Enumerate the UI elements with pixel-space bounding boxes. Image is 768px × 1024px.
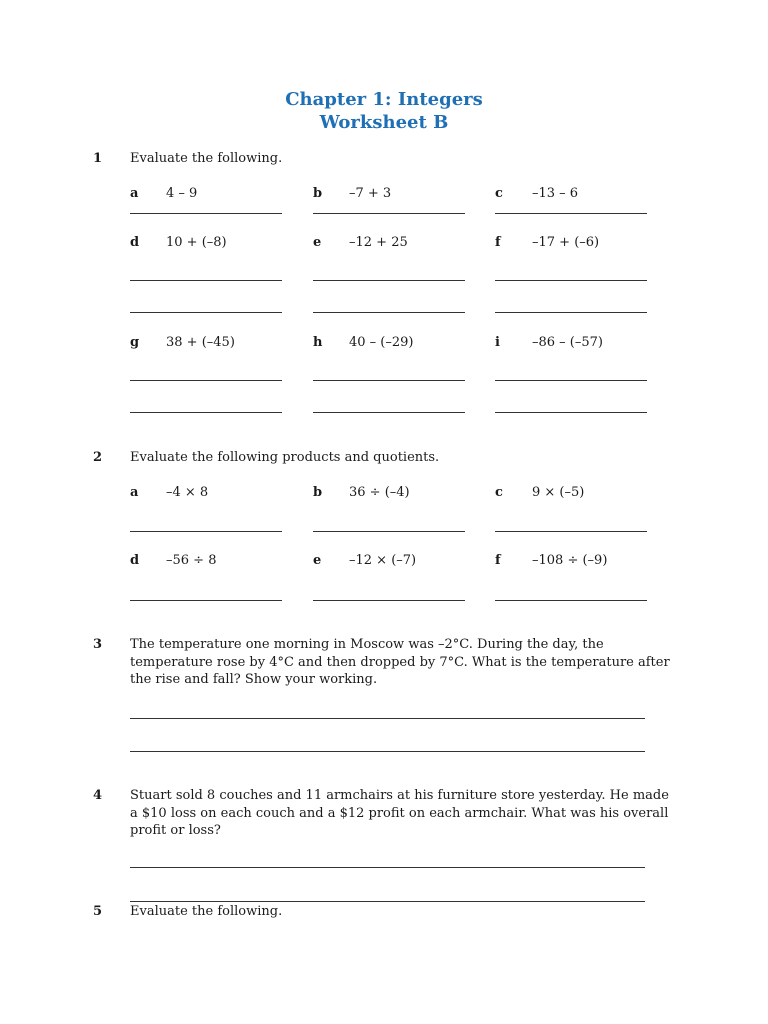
q2-item-e-letter: e [313,553,322,568]
q2-e-answer-line[interactable] [313,600,465,601]
q1-item-f-letter: f [495,235,501,250]
q1-f-answer-line-1[interactable] [495,280,647,281]
q2-item-c-letter: c [495,485,503,500]
q1-item-b-expression: –7 + 3 [349,186,392,201]
q1-item-e-expression: –12 + 25 [349,235,408,250]
q1-item-a-expression: 4 – 9 [166,186,198,201]
q2-item-b-letter: b [313,485,323,500]
question-5-prompt: Evaluate the following. [130,904,283,919]
q3-answer-line-2[interactable] [130,751,645,752]
q1-item-h-expression: 40 – (–29) [349,335,414,350]
q1-g-answer-line-2[interactable] [130,412,282,413]
q2-item-f-letter: f [495,553,501,568]
q1-a-answer-line[interactable] [130,213,282,214]
question-5-number: 5 [93,904,103,919]
q1-item-h-letter: h [313,335,323,350]
q1-h-answer-line-1[interactable] [313,380,465,381]
question-2-prompt: Evaluate the following products and quotients. [130,450,440,465]
q2-item-a-expression: –4 × 8 [166,485,209,500]
q1-d-answer-line-1[interactable] [130,280,282,281]
question-3-text: The temperature one morning in Moscow was –2°C. During the day, the temperature rose by 4°C and then dropped by 7°C. What is the temperature after the rise and fall? Show your working. [130,637,670,687]
q2-item-e-expression: –12 × (–7) [349,553,417,568]
q1-item-g-expression: 38 + (–45) [166,335,235,350]
q1-item-d-letter: d [130,235,140,250]
q1-item-g-letter: g [130,335,140,350]
q2-item-f-expression: –108 ÷ (–9) [532,553,608,568]
q1-e-answer-line-2[interactable] [313,312,465,313]
q1-item-d-expression: 10 + (–8) [166,235,227,250]
q4-answer-line-1[interactable] [130,867,645,868]
question-4-number: 4 [93,788,103,803]
question-2-number: 2 [93,450,103,465]
question-1-number: 1 [93,151,103,166]
q4-answer-line-2[interactable] [130,901,645,902]
q1-item-c-letter: c [495,186,503,201]
q1-item-f-expression: –17 + (–6) [532,235,600,250]
q1-f-answer-line-2[interactable] [495,312,647,313]
q1-item-i-expression: –86 – (–57) [532,335,603,350]
question-3-number: 3 [93,637,103,652]
q2-item-d-letter: d [130,553,140,568]
q2-a-answer-line[interactable] [130,531,282,532]
q2-item-d-expression: –56 ÷ 8 [166,553,217,568]
q1-item-c-expression: –13 – 6 [532,186,579,201]
q1-item-b-letter: b [313,186,323,201]
q1-item-e-letter: e [313,235,322,250]
q1-e-answer-line-1[interactable] [313,280,465,281]
question-4-text: Stuart sold 8 couches and 11 armchairs at his furniture store yesterday. He made a $10 loss on each couch and a $12 profit on each armchair. What was his overall profit or loss? [130,788,669,838]
q1-h-answer-line-2[interactable] [313,412,465,413]
q1-b-answer-line[interactable] [313,213,465,214]
worksheet-title: Chapter 1: Integers [285,89,483,110]
q1-item-i-letter: i [495,335,500,350]
worksheet-subtitle: Worksheet B [319,112,449,133]
q1-d-answer-line-2[interactable] [130,312,282,313]
q1-i-answer-line-2[interactable] [495,412,647,413]
question-1-prompt: Evaluate the following. [130,151,283,166]
q1-g-answer-line-1[interactable] [130,380,282,381]
q2-b-answer-line[interactable] [313,531,465,532]
q3-answer-line-1[interactable] [130,718,645,719]
q2-item-b-expression: 36 ÷ (–4) [349,485,410,500]
q2-item-c-expression: 9 × (–5) [532,485,585,500]
q1-c-answer-line[interactable] [495,213,647,214]
q2-c-answer-line[interactable] [495,531,647,532]
q2-f-answer-line[interactable] [495,600,647,601]
q2-d-answer-line[interactable] [130,600,282,601]
q1-i-answer-line-1[interactable] [495,380,647,381]
q1-item-a-letter: a [130,186,139,201]
q2-item-a-letter: a [130,485,139,500]
